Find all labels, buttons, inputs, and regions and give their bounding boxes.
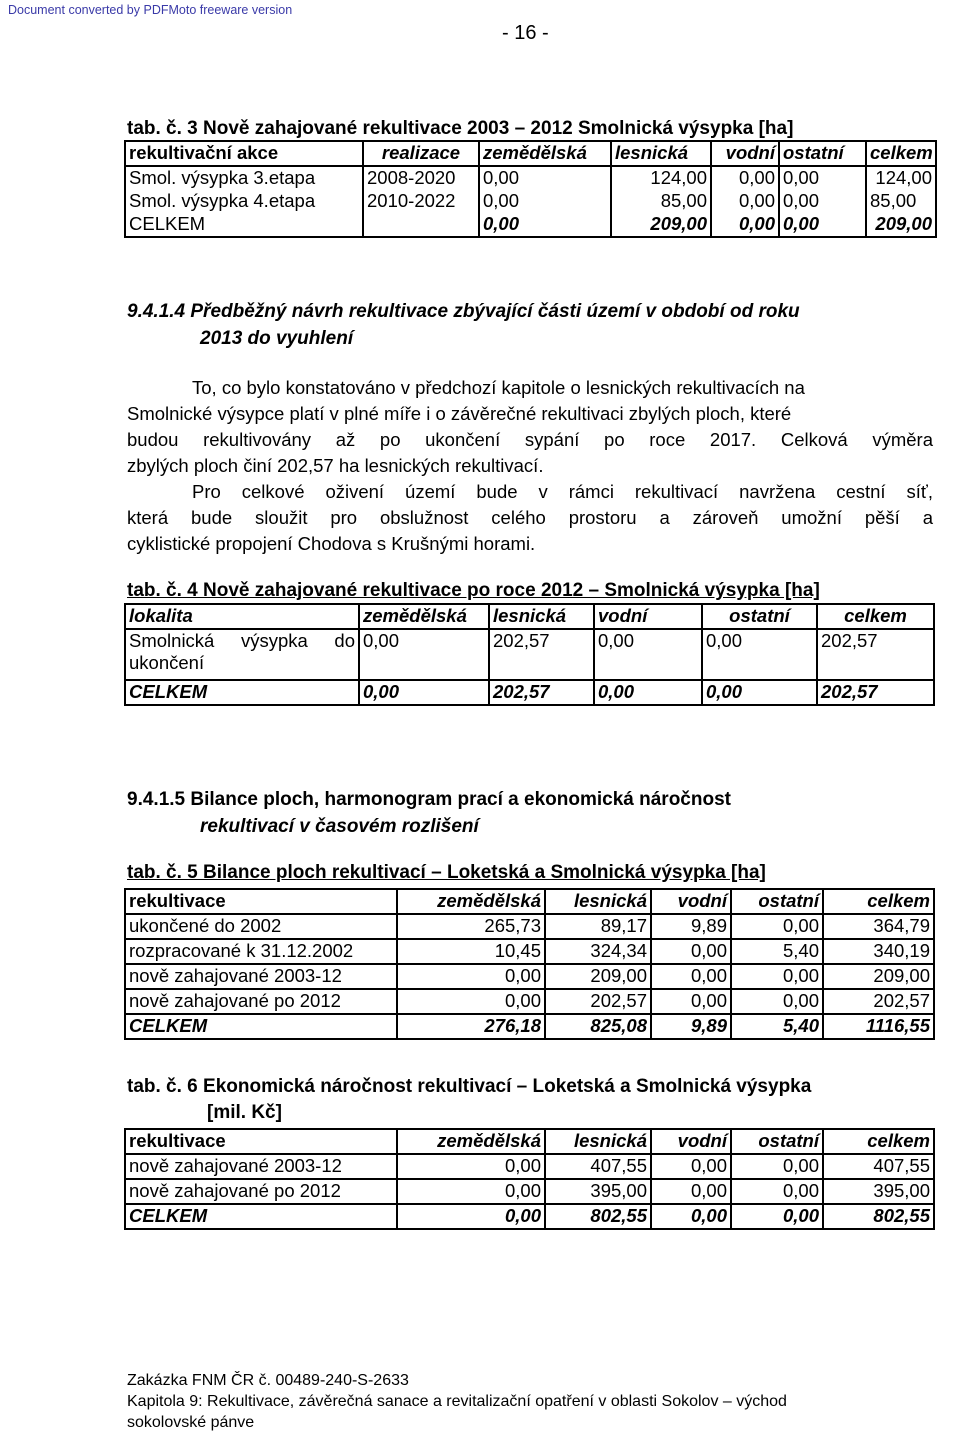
paragraph-line: Pro celkové oživení území bude v rámci rekultivací navržena cestní síť, — [192, 481, 933, 502]
header-cell: ostatní — [731, 1129, 823, 1154]
table-cell: 9,89 — [651, 1014, 731, 1039]
table-cell: Smol. výsypka 4.etapa — [125, 190, 363, 213]
table-row — [125, 1179, 934, 1204]
tab6-caption-cont: [mil. Kč] — [207, 1102, 282, 1123]
table-cell: 0,00 — [651, 1154, 731, 1179]
table-cell: 0,00 — [651, 989, 731, 1014]
table-cell: 364,79 — [823, 914, 934, 939]
table-cell: 2008-2020 — [363, 166, 479, 190]
table-cell: 395,00 — [545, 1179, 651, 1204]
header-cell: ostatní — [779, 141, 866, 166]
table-cell: 89,17 — [545, 914, 651, 939]
table-cell: 0,00 — [711, 190, 779, 213]
table-cell: 124,00 — [611, 166, 711, 190]
header-cell: ostatní — [702, 604, 817, 629]
table-cell: 0,00 — [594, 680, 702, 705]
table-cell: 5,40 — [731, 1014, 823, 1039]
footer-line: Kapitola 9: Rekultivace, závěrečná sanace a revitalizační opatření v oblasti Sokolov – východ — [127, 1393, 787, 1410]
table-cell: 0,00 — [359, 680, 489, 705]
paragraph-line: zbylých ploch činí 202,57 ha lesnických rekultivací. — [127, 455, 544, 476]
table-row — [125, 1154, 934, 1179]
table-cell: 0,00 — [397, 964, 545, 989]
table-cell — [363, 213, 479, 237]
paragraph-line: cyklistické propojení Chodova s Krušnými horami. — [127, 533, 536, 554]
header-cell: zemědělská — [397, 1129, 545, 1154]
table-cell: 0,00 — [779, 190, 866, 213]
table-row — [125, 166, 936, 190]
header-cell: vodní — [711, 141, 779, 166]
table-cell: 407,55 — [545, 1154, 651, 1179]
table-cell: 0,00 — [779, 166, 866, 190]
header-cell: celkem — [866, 141, 936, 166]
converter-note: Document converted by PDFMoto freeware version — [8, 3, 293, 17]
table-cell: nově zahajované po 2012 — [125, 989, 397, 1014]
tab4-table — [124, 603, 935, 706]
tab3-table — [124, 140, 937, 238]
table-cell: 0,00 — [731, 1154, 823, 1179]
table-cell: 0,00 — [397, 1154, 545, 1179]
table-total-row — [125, 1014, 934, 1039]
table-cell: 0,00 — [711, 166, 779, 190]
table-cell: 0,00 — [711, 213, 779, 237]
table-cell: 202,57 — [823, 989, 934, 1014]
table-cell: 324,34 — [545, 939, 651, 964]
table-row — [125, 964, 934, 989]
header-cell: lesnická — [545, 889, 651, 914]
table-cell: ukončené do 2002 — [125, 914, 397, 939]
table-cell: 85,00 — [866, 190, 936, 213]
cell-line: ukončení — [129, 652, 205, 673]
table-cell: 209,00 — [545, 964, 651, 989]
header-cell: rekultivační akce — [125, 141, 363, 166]
table-cell: 0,00 — [359, 629, 489, 680]
table-cell: 0,00 — [651, 1204, 731, 1229]
table-cell: 0,00 — [651, 1179, 731, 1204]
tab5-table — [124, 888, 935, 1040]
paragraph-line: Smolnické výsypce platí v plné míře i o závěrečné rekultivaci zbylých ploch, které — [127, 403, 792, 424]
table-cell: 9,89 — [651, 914, 731, 939]
table-cell: nově zahajované po 2012 — [125, 1179, 397, 1204]
table-cell: 0,00 — [479, 213, 611, 237]
tab6-caption: tab. č. 6 Ekonomická náročnost rekultivací – Loketská a Smolnická výsypka — [127, 1076, 812, 1097]
table-cell: 0,00 — [479, 166, 611, 190]
table-cell: 276,18 — [397, 1014, 545, 1039]
table-cell: 209,00 — [866, 213, 936, 237]
table-cell: 202,57 — [545, 989, 651, 1014]
header-cell: ostatní — [731, 889, 823, 914]
table-cell: nově zahajované 2003-12 — [125, 964, 397, 989]
table-cell: 0,00 — [731, 989, 823, 1014]
table-cell: 0,00 — [479, 190, 611, 213]
table-cell: nově zahajované 2003-12 — [125, 1154, 397, 1179]
table-cell: 0,00 — [731, 964, 823, 989]
table-cell: 0,00 — [731, 1204, 823, 1229]
table-cell: 825,08 — [545, 1014, 651, 1039]
header-cell: lesnická — [611, 141, 711, 166]
header-cell: lesnická — [489, 604, 594, 629]
section-heading: 9.4.1.5 Bilance ploch, harmonogram prací a ekonomická náročnost — [127, 789, 731, 810]
paragraph — [127, 375, 933, 557]
header-cell: lesnická — [545, 1129, 651, 1154]
cell-line: Smolnická výsypka do — [129, 630, 355, 651]
paragraph-line: budou rekultivovány až po ukončení sypání po roce 2017. Celková výměra — [127, 429, 933, 450]
table-cell: 209,00 — [823, 964, 934, 989]
table-cell: 0,00 — [397, 1179, 545, 1204]
table-row — [125, 629, 934, 680]
table-cell: 124,00 — [866, 166, 936, 190]
header-cell: rekultivace — [125, 1129, 397, 1154]
table-row — [125, 190, 936, 213]
table-cell: CELKEM — [125, 1014, 397, 1039]
paragraph-line: která bude sloužit pro obslužnost celého prostoru a zároveň umožní pěší a — [127, 507, 933, 528]
tab5-caption: tab. č. 5 Bilance ploch rekultivací – Loketská a Smolnická výsypka [ha] — [127, 862, 766, 883]
section-heading-cont: rekultivací v časovém rozlišení — [200, 816, 479, 837]
footer-line: sokolovské pánve — [127, 1414, 255, 1431]
table-row — [125, 989, 934, 1014]
table-cell: 85,00 — [611, 190, 711, 213]
table-cell: CELKEM — [125, 680, 359, 705]
table-header-row — [125, 1129, 934, 1154]
table-cell: 202,57 — [489, 629, 594, 680]
table-cell: 802,55 — [823, 1204, 934, 1229]
footer — [127, 1370, 787, 1433]
table-cell: 0,00 — [702, 680, 817, 705]
tab4-caption: tab. č. 4 Nově zahajované rekultivace po roce 2012 – Smolnická výsypka [ha] — [127, 580, 820, 601]
section-heading-cont: 2013 do vyuhlení — [200, 328, 354, 349]
table-cell: 5,40 — [731, 939, 823, 964]
table-cell: 209,00 — [611, 213, 711, 237]
header-cell: celkem — [823, 1129, 934, 1154]
header-cell: rekultivace — [125, 889, 397, 914]
table-cell: 407,55 — [823, 1154, 934, 1179]
table-cell: rozpracované k 31.12.2002 — [125, 939, 397, 964]
table-cell: Smol. výsypka 3.etapa — [125, 166, 363, 190]
header-cell: realizace — [363, 141, 479, 166]
table-row — [125, 939, 934, 964]
table-total-row — [125, 213, 936, 237]
table-cell: 395,00 — [823, 1179, 934, 1204]
table-total-row — [125, 1204, 934, 1229]
header-cell: zemědělská — [359, 604, 489, 629]
table-cell: 0,00 — [651, 939, 731, 964]
table-cell: 202,57 — [817, 680, 934, 705]
table-cell — [125, 629, 359, 680]
header-cell: celkem — [823, 889, 934, 914]
table-cell: CELKEM — [125, 213, 363, 237]
header-cell: zemědělská — [397, 889, 545, 914]
table-cell: 0,00 — [731, 1179, 823, 1204]
header-cell: lokalita — [125, 604, 359, 629]
table-row — [125, 914, 934, 939]
table-header-row — [125, 141, 936, 166]
table-cell: 0,00 — [731, 914, 823, 939]
header-cell: vodní — [651, 1129, 731, 1154]
header-cell: vodní — [594, 604, 702, 629]
table-cell: 0,00 — [397, 1204, 545, 1229]
table-cell: 0,00 — [594, 629, 702, 680]
header-cell: vodní — [651, 889, 731, 914]
table-cell: 0,00 — [702, 629, 817, 680]
table-cell: 1116,55 — [823, 1014, 934, 1039]
table-cell: 10,45 — [397, 939, 545, 964]
table-cell: 0,00 — [779, 213, 866, 237]
table-header-row — [125, 604, 934, 629]
header-cell: celkem — [817, 604, 934, 629]
table-cell: 202,57 — [489, 680, 594, 705]
table-cell: 202,57 — [817, 629, 934, 680]
tab6-table — [124, 1128, 935, 1230]
paragraph-line: To, co bylo konstatováno v předchozí kapitole o lesnických rekultivacích na — [192, 377, 805, 398]
header-cell: zemědělská — [479, 141, 611, 166]
table-cell: CELKEM — [125, 1204, 397, 1229]
table-cell: 802,55 — [545, 1204, 651, 1229]
table-cell: 2010-2022 — [363, 190, 479, 213]
table-header-row — [125, 889, 934, 914]
footer-line: Zakázka FNM ČR č. 00489-240-S-2633 — [127, 1372, 409, 1389]
tab3-caption: tab. č. 3 Nově zahajované rekultivace 2003 – 2012 Smolnická výsypka [ha] — [127, 118, 794, 139]
table-cell: 0,00 — [397, 989, 545, 1014]
table-total-row — [125, 680, 934, 705]
section-heading: 9.4.1.4 Předběžný návrh rekultivace zbývající části území v období od roku — [127, 301, 800, 322]
table-cell: 0,00 — [651, 964, 731, 989]
page-number: - 16 - — [502, 22, 549, 44]
table-cell: 265,73 — [397, 914, 545, 939]
table-cell: 340,19 — [823, 939, 934, 964]
